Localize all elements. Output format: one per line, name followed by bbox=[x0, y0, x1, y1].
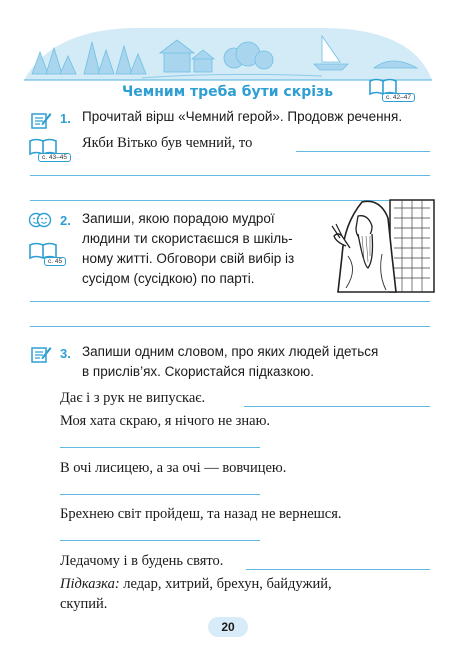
wise-man-illustration bbox=[328, 196, 438, 296]
proverb-4: Брехнею світ пройдеш, та назад не вернешся. bbox=[60, 506, 342, 522]
answer-line[interactable] bbox=[246, 569, 430, 570]
proverb-2: Моя хата скраю, я нічого не знаю. bbox=[60, 413, 271, 429]
hint-line-2: скупий. bbox=[60, 596, 108, 612]
answer-line[interactable] bbox=[60, 447, 260, 448]
task-1-sentence-start: Якби Вітько був чемний, то bbox=[82, 135, 253, 151]
pencil-notebook-icon bbox=[30, 110, 52, 130]
answer-line[interactable] bbox=[60, 494, 260, 495]
book-reference-task-2 bbox=[28, 242, 63, 265]
lesson-title: Чемним треба бути скрізь bbox=[121, 84, 334, 100]
instruction-line: сусідом (сусідкою) по парті. bbox=[82, 271, 255, 286]
hint-words: ледар, хитрий, брехун, байдужий, bbox=[119, 576, 332, 592]
instruction-line: людини ти скористаєшся в шкіль- bbox=[82, 231, 293, 246]
instruction-line: ному житті. Обговори свій вибір із bbox=[82, 251, 295, 266]
instruction-line: Запиши, якою порадою мудрої bbox=[82, 211, 275, 226]
header-landscape-illustration bbox=[22, 22, 434, 84]
answer-line[interactable] bbox=[30, 301, 430, 302]
answer-line[interactable] bbox=[296, 151, 430, 152]
task-3-instruction bbox=[82, 342, 378, 382]
proverb-1: Дає і з рук не випускає. bbox=[60, 390, 206, 406]
smiley-faces-icon bbox=[28, 210, 52, 230]
page-number: 20 bbox=[208, 617, 248, 637]
hint-label: Підказка: bbox=[60, 576, 120, 592]
hint-line-1 bbox=[60, 576, 332, 593]
task-2-instruction bbox=[82, 209, 318, 289]
task-2-number: 2. bbox=[60, 213, 71, 228]
task-1-instruction: Прочитай вірш «Чемний герой». Продовж речення. bbox=[82, 109, 403, 124]
book-reference-header bbox=[368, 78, 411, 101]
pencil-notebook-icon bbox=[30, 344, 52, 364]
page-reference-label: с. 42–47 bbox=[382, 93, 415, 102]
book-reference-task-1 bbox=[28, 138, 67, 161]
instruction-line: Запиши одним словом, про яких людей ідеться bbox=[82, 344, 379, 359]
answer-line[interactable] bbox=[60, 540, 260, 541]
answer-line[interactable] bbox=[30, 326, 430, 327]
task-1-number: 1. bbox=[60, 111, 71, 126]
page-reference-label: с. 43–45 bbox=[38, 153, 71, 162]
instruction-line: в прислів’ях. Скористайся підказкою. bbox=[82, 364, 315, 379]
answer-line[interactable] bbox=[30, 175, 430, 176]
task-3-number: 3. bbox=[60, 346, 71, 361]
page-reference-label: с. 45 bbox=[44, 257, 66, 266]
proverb-5: Ледачому і в будень свято. bbox=[60, 553, 224, 569]
answer-line[interactable] bbox=[244, 406, 430, 407]
proverb-3: В очі лисицею, а за очі — вовчицею. bbox=[60, 460, 287, 476]
